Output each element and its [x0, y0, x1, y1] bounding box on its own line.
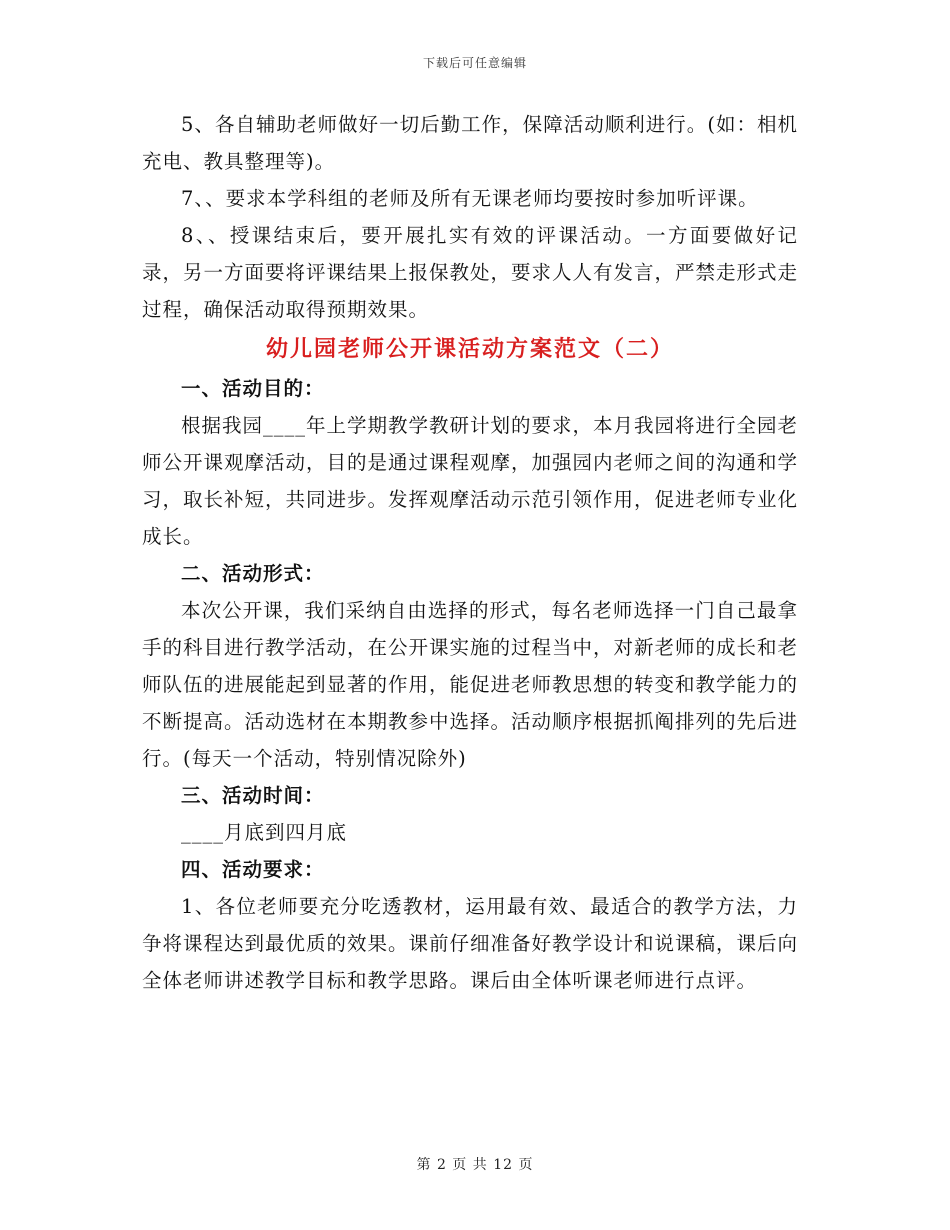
section-heading-format: 二、活动形式： — [181, 562, 325, 585]
section-text-time: ____月底到四月底 — [181, 821, 348, 844]
page-header: 下载后可任意编辑 — [422, 56, 527, 70]
section-heading-requirements: 四、活动要求： — [181, 858, 325, 881]
section-text-format: 本次公开课，我们采纳自由选择的形式，每名老师选择一门自己最拿手的科目进行教学活动，在公开课实施的过程当中，对新老师的成长和老师队伍的进展能起到显著的作用，能促进老师教思想的转变和教学能力的不断提高。活动选材在本期教参中选择。活动顺序根据抓阄排列的先后进行。(每天一个活动，特别情况除外) — [142, 599, 799, 770]
document-title: 幼儿园老师公开课活动方案范文（二） — [265, 337, 674, 362]
paragraph-item-7: 7、、要求本学科组的老师及所有无课老师均要按时参加听评课。 — [181, 187, 759, 210]
section-heading-purpose: 一、活动目的： — [181, 377, 325, 400]
paragraph-item-5: 5、各自辅助老师做好一切后勤工作，保障活动顺利进行。(如：相机充电、教具整理等)。 — [142, 113, 798, 173]
section-heading-time: 三、活动时间： — [181, 784, 325, 807]
section-text-purpose: 根据我园____年上学期教学教研计划的要求，本月我园将进行全园老师公开课观摩活动，目的是通过课程观摩，加强园内老师之间的沟通和学习，取长补短，共同进步。发挥观摩活动示范引领作用，促进老师专业化成长。 — [142, 414, 799, 548]
page-number: 第 2 页 共 12 页 — [416, 1157, 534, 1173]
section-text-requirements: 1、各位老师要充分吃透教材，运用最有效、最适合的教学方法，力争将课程达到最优质的效果。课前仔细准备好教学设计和说课稿，课后向全体老师讲述教学目标和教学思路。课后由全体听课老师进行点评。 — [142, 895, 799, 992]
document-body — [142, 106, 798, 999]
paragraph-item-8: 8、、授课结束后，要开展扎实有效的评课活动。一方面要做好记录，另一方面要将评课结果上报保教处，要求人人有发言，严禁走形式走过程，确保活动取得预期效果。 — [142, 224, 799, 321]
